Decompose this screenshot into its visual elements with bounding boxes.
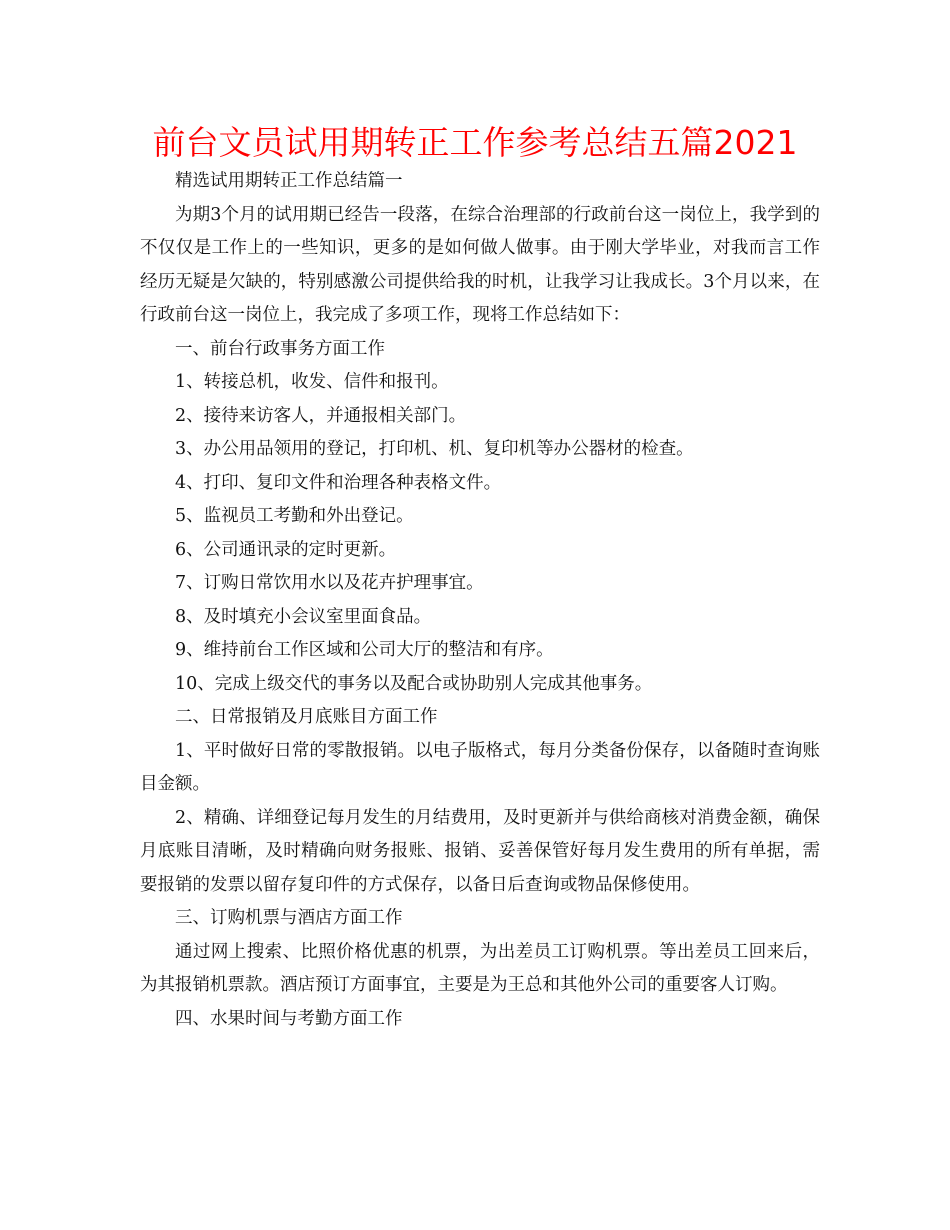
- list-item: 1、转接总机，收发、信件和报刊。: [175, 372, 449, 392]
- paragraph-heading-reimbursement: 二、日常报销及月底账目方面工作: [175, 707, 438, 727]
- document-body: [140, 165, 820, 1036]
- paragraph-section-heading: 精选试用期转正工作总结篇一: [175, 171, 403, 191]
- paragraph-intro: 为期3个月的试用期已经告一段落，在综合治理部的行政前台这一岗位上，我学到的不仅仅是工作上的一些知识，更多的是如何做人做事。由于刚大学毕业，对我而言工作经历无疑是欠缺的，特别感激公司提供给我的时机，让我学习让我成长。3个月以来，在行政前台这一岗位上，我完成了多项工作，现将工作总结如下：: [140, 204, 820, 325]
- list-item: 4、打印、复印文件和治理各种表格文件。: [175, 472, 502, 493]
- list-item: 9、维持前台工作区域和公司大厅的整洁和有序。: [175, 640, 554, 660]
- list-item: 3、办公用品领用的登记，打印机、机、复印机等办公器材的检查。: [175, 439, 694, 459]
- paragraph-heading-front-desk: 一、前台行政事务方面工作: [175, 338, 385, 359]
- list-item: 1、平时做好日常的零散报销。以电子版格式，每月分类备份保存，以备随时查询账目金额。: [140, 740, 820, 794]
- list-item: 8、及时填充小会议室里面食品。: [175, 606, 432, 627]
- list-item: 6、公司通讯录的定时更新。: [175, 539, 397, 560]
- list-item: 7、订购日常饮用水以及花卉护理事宜。: [175, 573, 484, 593]
- list-item: 2、精确、详细登记每月发生的月结费用，及时更新并与供给商核对消费金额，确保月底账目清晰，及时精确向财务报账、报销、妥善保管好每月发生费用的所有单据，需要报销的发票以留存复印件的方式保存，以备日后查询或物品保修使用。: [140, 807, 820, 895]
- document-title: 前台文员试用期转正工作参考总结五篇2021: [152, 123, 798, 162]
- list-item: 5、监视员工考勤和外出登记。: [175, 506, 414, 526]
- paragraph-heading-tickets-hotels: 三、订购机票与酒店方面工作: [175, 908, 403, 928]
- list-item: 2、接待来访客人，并通报相关部门。: [175, 405, 467, 426]
- paragraph-heading-fruit-attendance: 四、水果时间与考勤方面工作: [175, 1008, 403, 1029]
- paragraph-tickets-hotels: 通过网上搜索、比照价格优惠的机票，为出差员工订购机票。等出差员工回来后，为其报销机票款。酒店预订方面事宜，主要是为王总和其他外公司的重要客人订购。: [140, 941, 820, 995]
- list-item: 10、完成上级交代的事务以及配合或协助别人完成其他事务。: [175, 673, 653, 694]
